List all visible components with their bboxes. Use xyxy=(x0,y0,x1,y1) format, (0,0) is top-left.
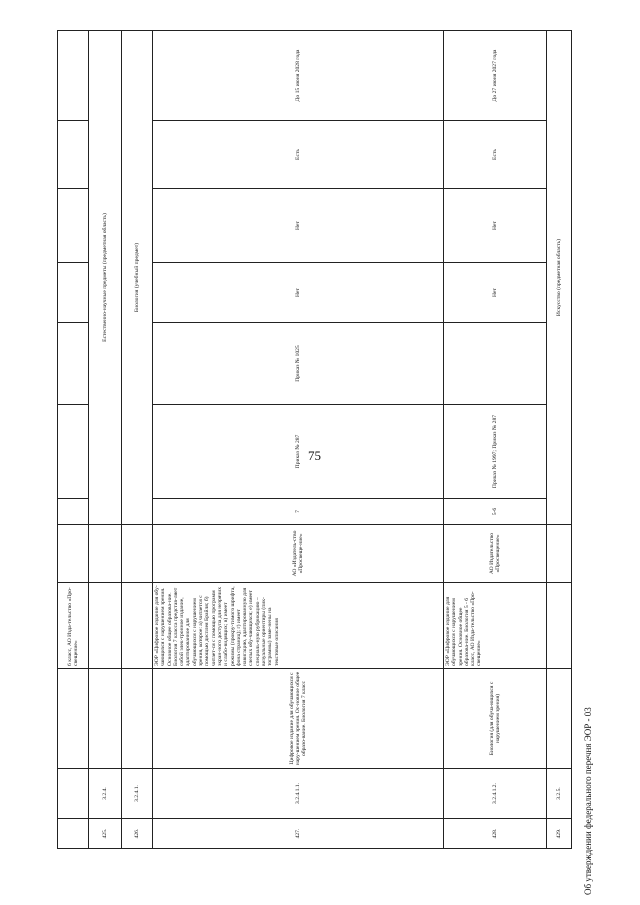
cell-empty xyxy=(122,669,153,769)
resource-col-c: Есть xyxy=(153,121,444,189)
resource-order: Приказ № 1997; Приказ № 287 xyxy=(444,405,547,499)
row-number: 425. xyxy=(89,819,122,849)
cell-publisher xyxy=(58,525,89,583)
eor-table xyxy=(57,30,572,849)
table-row-427 xyxy=(153,31,444,849)
cell-empty xyxy=(547,583,572,669)
table-row-426 xyxy=(122,31,153,849)
resource-deadline: До 27 июня 2027 года xyxy=(444,31,547,121)
cell-num xyxy=(58,819,89,849)
resource-col-a: Нет xyxy=(153,263,444,323)
resource-col-b: Нет xyxy=(153,189,444,263)
resource-col-c: Есть xyxy=(444,121,547,189)
row-code: 3.2.4. xyxy=(89,769,122,819)
row-number: 427. xyxy=(153,819,444,849)
resource-description: ЭОР «Цифровое издание для обучающихся с нарушением зрения. Основное общее образова-ние. Биология 5 - 6 класс, АО Изда-тельство «Про-свещение» xyxy=(444,583,547,669)
cell-col-a xyxy=(58,263,89,323)
resource-order: Приказ № 287 xyxy=(153,405,444,499)
cell-code xyxy=(58,769,89,819)
cell-order xyxy=(58,405,89,499)
resource-publisher: АО Издательство «Просвещение» xyxy=(444,525,547,583)
cell-empty xyxy=(547,525,572,583)
document-footer: Об утверждении федерального перечня ЭОР - 03 xyxy=(583,707,593,895)
rotated-table xyxy=(57,31,587,849)
resource-col-b: Нет xyxy=(444,189,547,263)
resource-publisher: АО «Издатель-ство «Просвеще-ние» xyxy=(153,525,444,583)
table-row-428 xyxy=(444,31,547,849)
resource-col-a: Нет xyxy=(444,263,547,323)
table-row-425 xyxy=(89,31,122,849)
cell-description: 6 класс, АО Изда-тельство «Про-свещение» xyxy=(58,583,89,669)
row-code: 3.2.4.1.1. xyxy=(153,769,444,819)
resource-deadline: До 15 июня 2028 года xyxy=(153,31,444,121)
row-number: 429. xyxy=(547,819,572,849)
cell-empty xyxy=(89,583,122,669)
row-code: 3.2.5. xyxy=(547,769,572,819)
resource-description: ЭОР «Цифровое издание для обу-чающихся с нарушением зрения. Основное общее образова-ние. Биология 7 класса представ-ляет собой элек-тронное издание, адаптированное для обучающихся с нарушением зрения, которое: а) читается с помощью дисплея Брайля; б) читает-ся с помощью программ экран-ного доступа для незрячих и слабо-видящих; в) имеет режимы (прокру-тимого шрифта, фона страниц); г) имеет навигацию, адаптированную для слепых обу-чающихся; е) имеет специаль-ную рубрикацию – визуальные ориентиры (пик-тограммы) заме-нены на текстовые описания xyxy=(153,583,444,669)
cell-empty xyxy=(122,583,153,669)
cell-empty xyxy=(89,669,122,769)
eor-table-region xyxy=(57,31,640,849)
row-number: 428. xyxy=(444,819,547,849)
cell-col-b xyxy=(58,189,89,263)
table-row-429 xyxy=(547,31,572,849)
cell-empty xyxy=(122,525,153,583)
row-code: 3.2.4.1. xyxy=(122,769,153,819)
cell-deadline xyxy=(58,31,89,121)
resource-name: Цифровое издание для обучающихся с нару-шением зрения. Ос-новное общее образо-вание. Биология 7 класс xyxy=(153,669,444,769)
cell-name xyxy=(58,669,89,769)
page-number: 75 xyxy=(308,448,321,463)
resource-grade: 7 xyxy=(153,499,444,525)
row-code: 3.2.4.1.2. xyxy=(444,769,547,819)
subject-heading: Биология (учебный предмет) xyxy=(122,31,153,525)
cell-empty xyxy=(547,669,572,769)
section-heading: Искусство (предметная область) xyxy=(547,31,572,525)
resource-name: Биология (для обуча-ющихся с нарушением зрения) xyxy=(444,669,547,769)
cell-empty xyxy=(89,525,122,583)
cell-col-c xyxy=(58,121,89,189)
row-number: 426. xyxy=(122,819,153,849)
resource-order-2 xyxy=(444,323,547,405)
cell-order2 xyxy=(58,323,89,405)
cell-grade xyxy=(58,499,89,525)
section-heading: Естественно-научные предметы (предметная область) xyxy=(89,31,122,525)
resource-order-2: Приказ № 1025 xyxy=(153,323,444,405)
resource-grade: 5-6 xyxy=(444,499,547,525)
table-row-continued xyxy=(58,31,89,849)
